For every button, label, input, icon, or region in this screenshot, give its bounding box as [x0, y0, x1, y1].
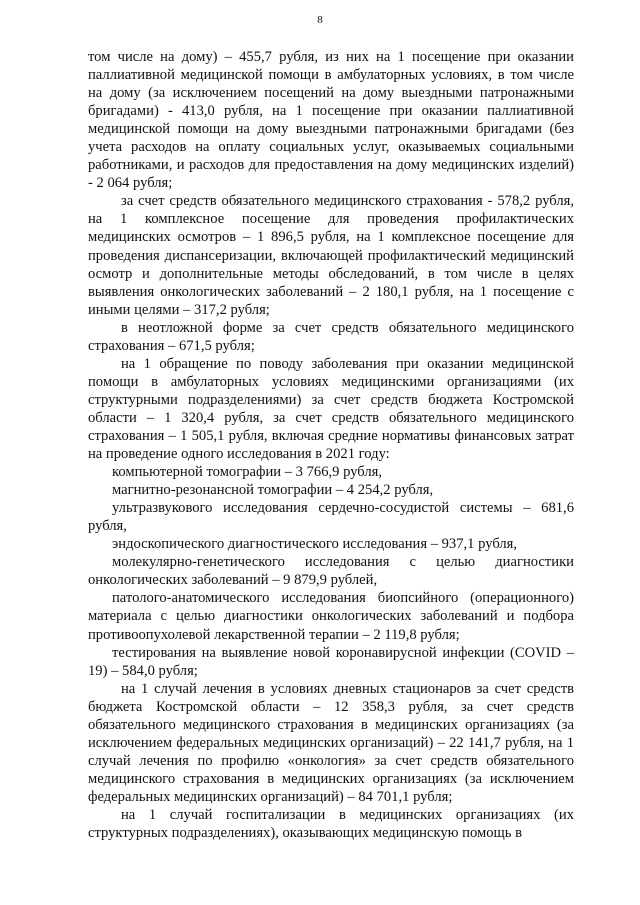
list-item-molecular-genetic: молекулярно-генетического исследования с целью диагностики онкологических заболеваний – 9 879,9 рублей,: [88, 554, 574, 589]
list-item-mri: магнитно-резонансной томографии – 4 254,2 рубля,: [112, 482, 434, 499]
paragraph-2: за счет средств обязательного медицинского страхования - 578,2 рубля, на 1 комплексное посещение для проведения профилактических медицинских осмотров – 1 896,5 рубля, на 1 комплексное посещение для проведения диспансеризации, включающей профилактический медицинский осмотр и дополнительные методы обследований, в том числе в целях выявления онкологических заболеваний – 2 180,1 рубля, на 1 посещение с иными целями – 317,2 рубля;: [88, 193, 574, 318]
paragraph-4: на 1 обращение по поводу заболевания при оказании медицинской помощи в амбулаторных условиях медицинскими организациями (их структурными подразделениями) за счет средств бюджета Костромской области – 1 320,4 рубля, за счет средств обязательного медицинского страхования – 1 505,1 рубля, включая средние нормативы финансовых затрат на проведение одного исследования в 2021 году:: [88, 355, 574, 463]
list-item-ultrasound: ультразвукового исследования сердечно-сосудистой системы – 681,6 рубля,: [88, 500, 574, 535]
document-body: [88, 48, 574, 842]
paragraph-1: том числе на дому) – 455,7 рубля, из них на 1 посещение при оказании паллиативной медицинской помощи в амбулаторных условиях, в том числе на дому (за исключением посещений на дому выездными патронажными бригадами) - 413,0 рубля, на 1 посещение при оказании паллиативной медицинской помощи на дому выездными патронажными бригадами (без учета расходов на оплату социальных услуг, оказываемых социальными работниками, и расходов для предоставления на дому медицинских изделий) - 2 064 рубля;: [88, 49, 574, 192]
page-number: 8: [317, 14, 323, 26]
list-item-pathology: патолого-анатомического исследования биопсийного (операционного) материала с целью диагностики онкологических заболеваний и подбора противоопухолевой лекарственной терапии – 2 119,8 рубля;: [88, 590, 574, 643]
list-item-covid-test: тестирования на выявление новой коронавирусной инфекции (COVID – 19) – 584,0 рубля;: [88, 644, 574, 679]
paragraph-day-hospital: на 1 случай лечения в условиях дневных стационаров за счет средств бюджета Костромской области – 12 358,3 рубля, за счет средств обязательного медицинского страхования в медицинских организациях (за исключением федеральных медицинских организаций) – 22 141,7 рубля, на 1 случай лечения по профилю «онкология» за счет средств обязательного медицинского страхования в медицинских организациях (за исключением федеральных медицинских организаций) – 84 701,1 рубля;: [88, 680, 574, 805]
list-item-ct: компьютерной томографии – 3 766,9 рубля,: [112, 464, 383, 481]
paragraph-3: в неотложной форме за счет средств обязательного медицинского страхования – 671,5 рубля;: [88, 319, 574, 354]
list-item-endoscopy: эндоскопического диагностического исследования – 937,1 рубля,: [112, 536, 518, 553]
paragraph-hospitalization: на 1 случай госпитализации в медицинских организациях (их структурных подразделениях), оказывающих медицинскую помощь в: [88, 806, 574, 842]
